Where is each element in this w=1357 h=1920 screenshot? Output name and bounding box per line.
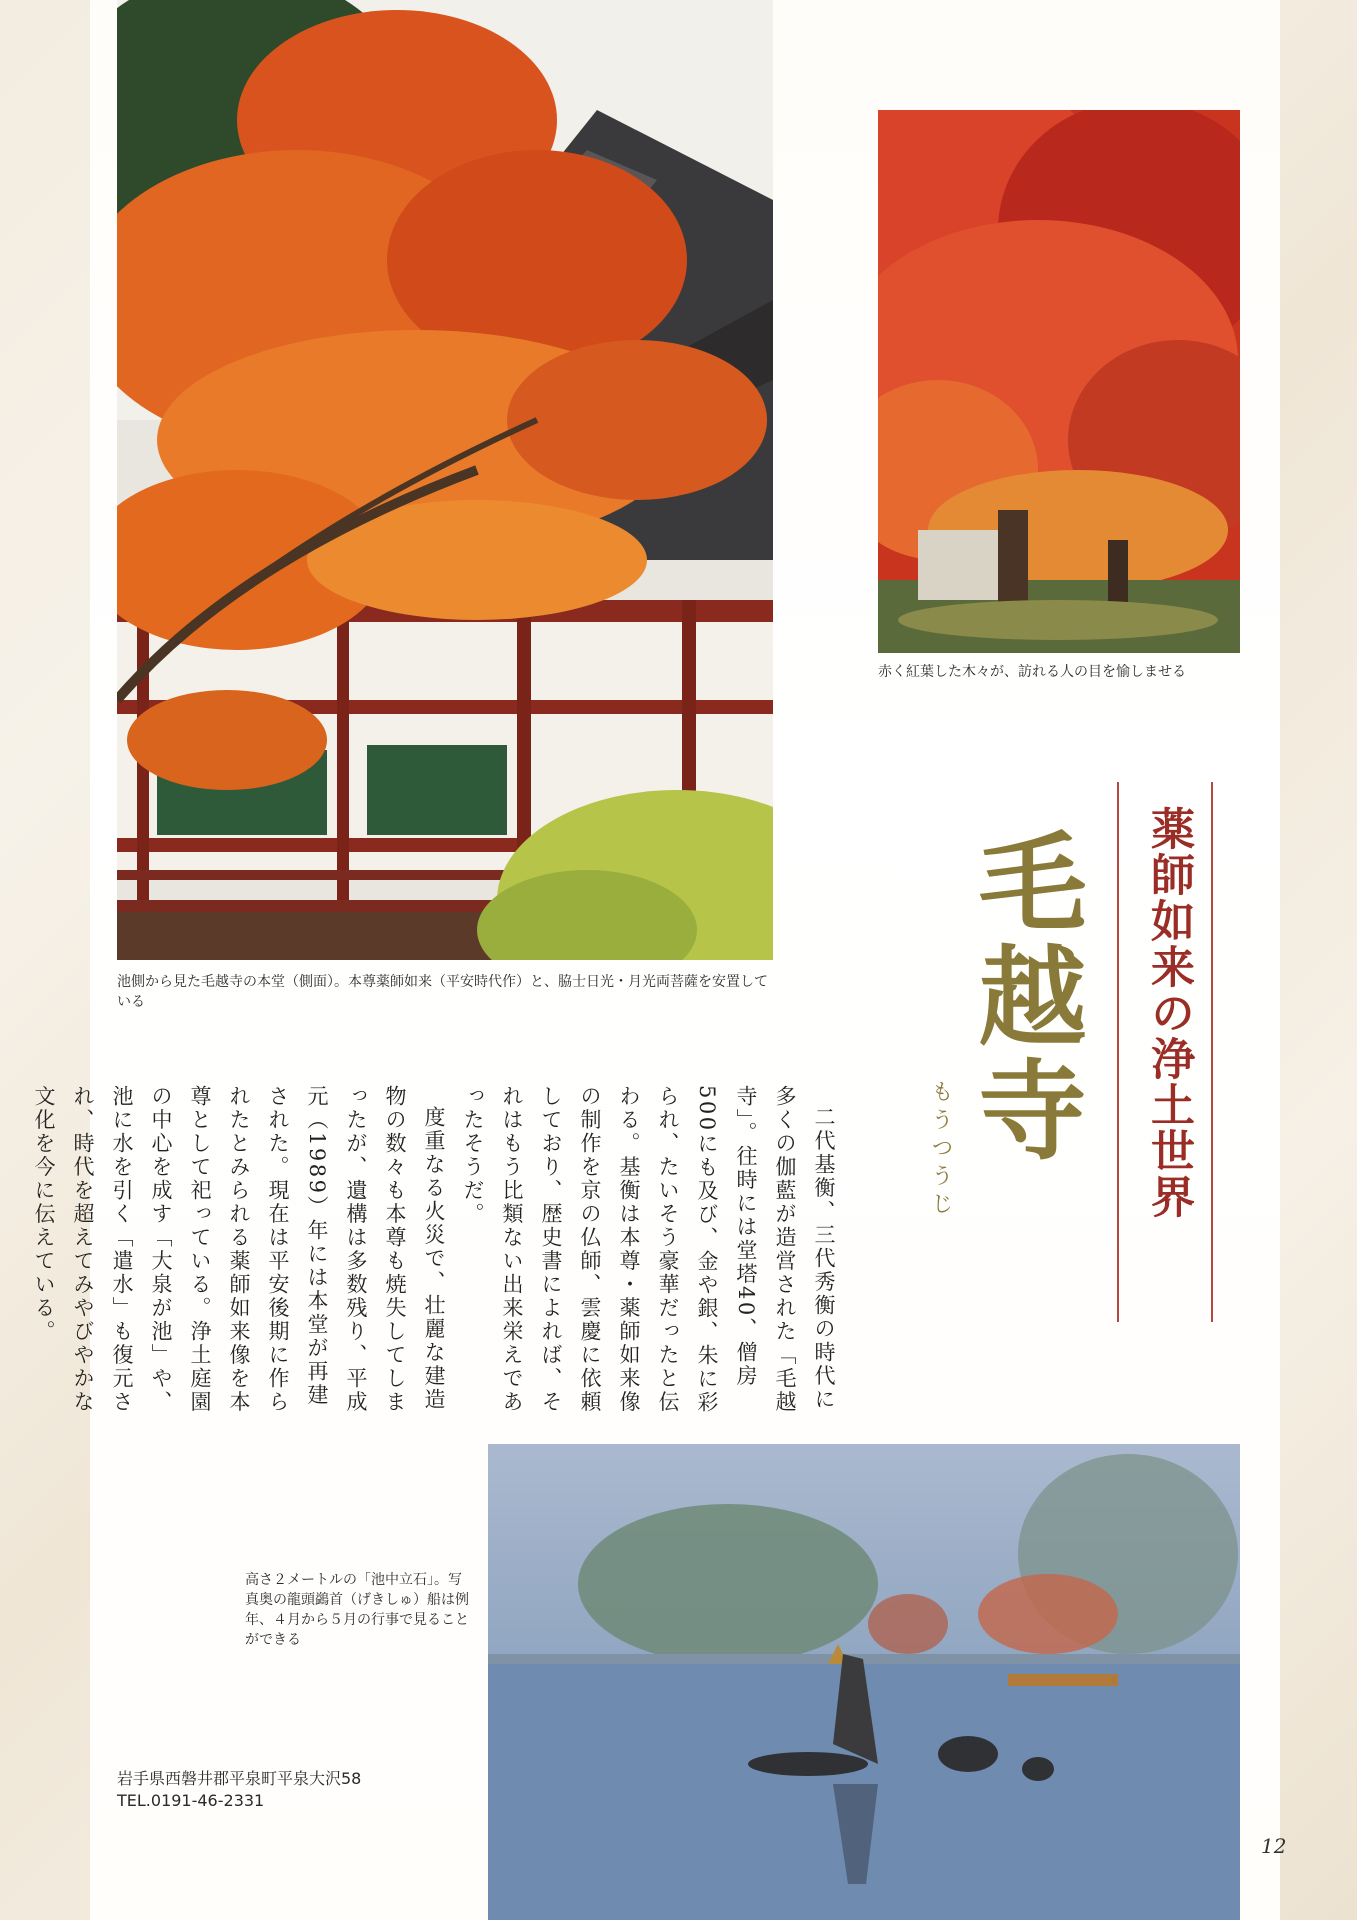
pond-stone-photo <box>488 1444 1240 1920</box>
article-paragraph-2: 度重なる火災で、壮麗な建造物の数々も本尊も焼失してしまったが、遺構は多数残り、平成元（1989）年には本堂が再建された。現在は平安後期に作られたとみられる薬師如来像を本尊として祀っている。浄土庭園の中心を成す「大泉が池」や、池に水を引く「遣水」も復元され、時代を超えてみやびやかな文化を今に伝えている。 <box>32 1085 446 1414</box>
page-number: 12 <box>1261 1834 1287 1858</box>
pond-stone-caption: 高さ２メートルの「池中立石」。写真奥の龍頭鷁首（げきしゅ）船は例年、４月から５月の行事で見ることができる <box>245 1572 469 1648</box>
divider-right <box>1211 782 1213 1322</box>
red-maple-caption: 赤く紅葉した木々が、訪れる人の目を愉しませる <box>878 664 1186 680</box>
red-maple-photo <box>878 110 1240 653</box>
phone-line: TEL.0191-46-2331 <box>117 1791 265 1810</box>
article-paragraph-1: 二代基衡、三代秀衡の時代に多くの伽藍が造営された「毛越寺」。往時には堂塔40、僧房500にも及び、金や銀、朱に彩られ、たいそう豪華だったと伝わる。基衡は本尊・薬師如来像の制作を京の仏師、雲慶に依頼しており、歴史書によれば、それはもう比類ない出来栄えであったそうだ。 <box>461 1085 836 1415</box>
divider-left <box>1117 782 1119 1322</box>
page-title: 毛越寺 <box>960 826 1086 1168</box>
address-line: 岩手県西磐井郡平泉町平泉大沢58 <box>117 1769 362 1788</box>
address-block <box>117 1768 361 1812</box>
temple-hall-photo <box>117 0 773 960</box>
title-furigana: もうつうじ <box>928 1080 953 1220</box>
temple-hall-caption: 池側から見た毛越寺の本堂（側面）。本尊薬師如来（平安時代作）と、脇士日光・月光両菩薩を安置している <box>117 974 768 1010</box>
section-subtitle: 薬師如来の浄土世界 <box>1143 806 1194 1220</box>
article-body <box>32 1085 843 1415</box>
